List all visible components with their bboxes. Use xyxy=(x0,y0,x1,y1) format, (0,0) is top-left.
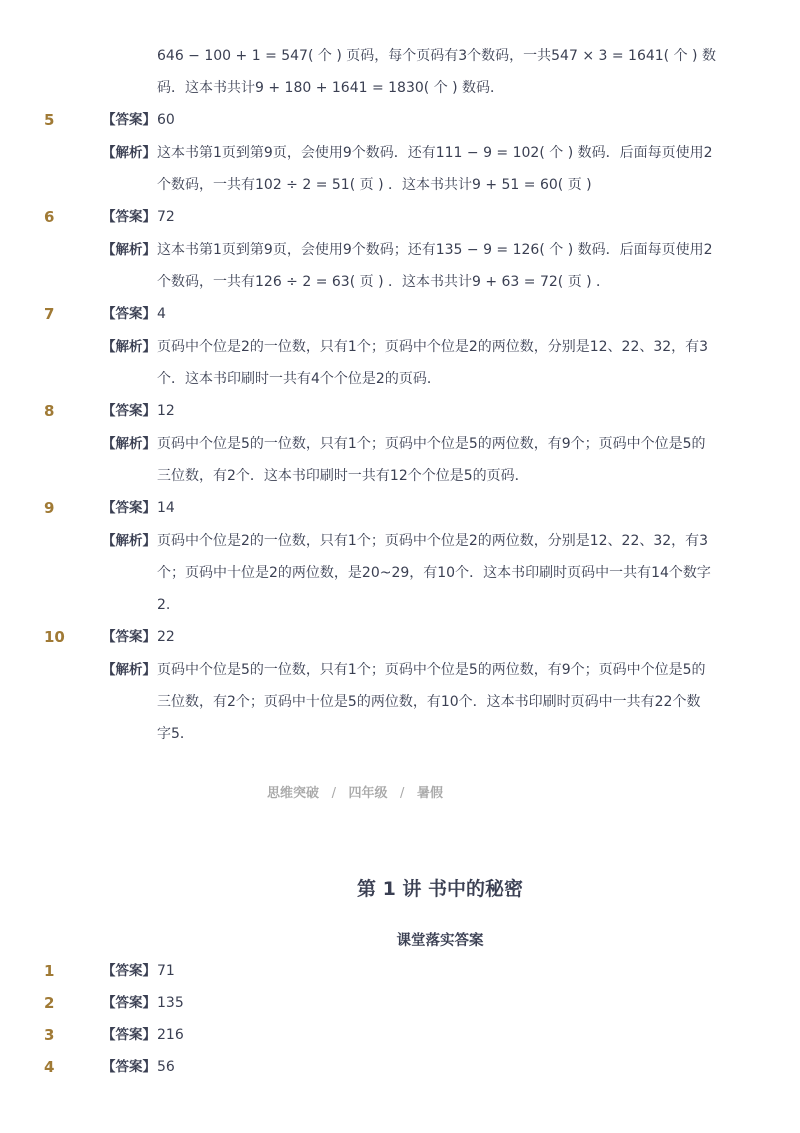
problem-number: 2 xyxy=(44,994,55,1012)
analysis-line: 个．这本书印刷时一共有4个个位是2的页码． xyxy=(157,371,441,387)
answer-label: 【答案】 xyxy=(102,1027,156,1043)
footer-separator: / xyxy=(331,786,336,801)
analysis-label: 【解析】 xyxy=(102,533,156,549)
analysis-line: 页码中个位是5的一位数，只有1个；页码中个位是5的两位数，有9个；页码中个位是5的 xyxy=(157,662,706,678)
answer-label: 【答案】 xyxy=(102,963,156,979)
analysis-line: 个；页码中十位是2的两位数，是20~29，有10个．这本书印刷时页码中一共有14个数字 xyxy=(157,565,711,581)
analysis-line: 个数码，一共有102 ÷ 2 = 51( 页 ) ．这本书共计9 + 51 = 60( 页 ) xyxy=(157,177,592,193)
answer-label: 【答案】 xyxy=(102,209,156,225)
problem-number: 1 xyxy=(44,962,55,980)
answer-value: 60 xyxy=(157,112,175,128)
problem-number: 5 xyxy=(44,111,55,129)
answer-value: 4 xyxy=(157,306,166,322)
carry-line-1: 646 − 100 + 1 = 547( 个 ) 页码，每个页码有3个数码，一共547 × 3 = 1641( 个 ) 数 xyxy=(157,48,716,64)
analysis-label: 【解析】 xyxy=(102,662,156,678)
answer-label: 【答案】 xyxy=(102,995,156,1011)
analysis-line: 这本书第1页到第9页，会使用9个数码．还有111 − 9 = 102( 个 ) 数码．后面每页使用2 xyxy=(157,145,713,161)
answer-value: 14 xyxy=(157,500,175,516)
problem-number: 10 xyxy=(44,628,65,646)
analysis-line: 个数码，一共有126 ÷ 2 = 63( 页 ) ．这本书共计9 + 63 = 72( 页 ) ． xyxy=(157,274,611,290)
analysis-line: 这本书第1页到第9页，会使用9个数码；还有135 − 9 = 126( 个 ) 数码．后面每页使用2 xyxy=(157,242,713,258)
analysis-line: 三位数，有2个；页码中十位是5的两位数，有10个．这本书印刷时页码中一共有22个数 xyxy=(157,694,701,710)
analysis-line: 2. xyxy=(157,597,171,613)
footer-series: 思维突破 xyxy=(267,786,320,801)
footer-term: 暑假 xyxy=(416,786,443,801)
problem-number: 9 xyxy=(44,499,55,517)
answer-value: 22 xyxy=(157,629,175,645)
analysis-label: 【解析】 xyxy=(102,436,156,452)
problem-number: 7 xyxy=(44,305,55,323)
lecture-title: 第 1 讲 书中的秘密 xyxy=(356,878,524,900)
answer-value: 135 xyxy=(157,995,184,1011)
problem-number: 6 xyxy=(44,208,55,226)
answer-value: 12 xyxy=(157,403,175,419)
answer-label: 【答案】 xyxy=(102,306,156,322)
analysis-line: 字5． xyxy=(157,726,194,742)
answer-label: 【答案】 xyxy=(102,1059,156,1075)
analysis-label: 【解析】 xyxy=(102,242,156,258)
analysis-line: 三位数，有2个．这本书印刷时一共有12个个位是5的页码． xyxy=(157,468,529,484)
problem-number: 3 xyxy=(44,1026,55,1044)
analysis-line: 页码中个位是2的一位数，只有1个；页码中个位是2的两位数，分别是12、22、32，有3 xyxy=(157,339,709,355)
answer-label: 【答案】 xyxy=(102,403,156,419)
carry-line-2: 码．这本书共计9 + 180 + 1641 = 1830( 个 ) 数码． xyxy=(157,80,505,96)
answer-label: 【答案】 xyxy=(102,500,156,516)
footer-separator: / xyxy=(400,786,405,801)
analysis-line: 页码中个位是5的一位数，只有1个；页码中个位是5的两位数，有9个；页码中个位是5的 xyxy=(157,436,706,452)
answer-label: 【答案】 xyxy=(102,629,156,645)
problem-number: 8 xyxy=(44,402,55,420)
answer-value: 56 xyxy=(157,1059,175,1075)
problem-number: 4 xyxy=(44,1058,55,1076)
answer-label: 【答案】 xyxy=(102,112,156,128)
footer-grade: 四年级 xyxy=(348,786,388,801)
answer-value: 71 xyxy=(157,963,175,979)
analysis-line: 页码中个位是2的一位数，只有1个；页码中个位是2的两位数，分别是12、22、32，有3 xyxy=(157,533,709,549)
page-footer xyxy=(0,782,710,801)
answer-value: 72 xyxy=(157,209,175,225)
analysis-label: 【解析】 xyxy=(102,339,156,355)
analysis-label: 【解析】 xyxy=(102,145,156,161)
answer-value: 216 xyxy=(157,1027,184,1043)
section-title: 课堂落实答案 xyxy=(396,933,484,949)
